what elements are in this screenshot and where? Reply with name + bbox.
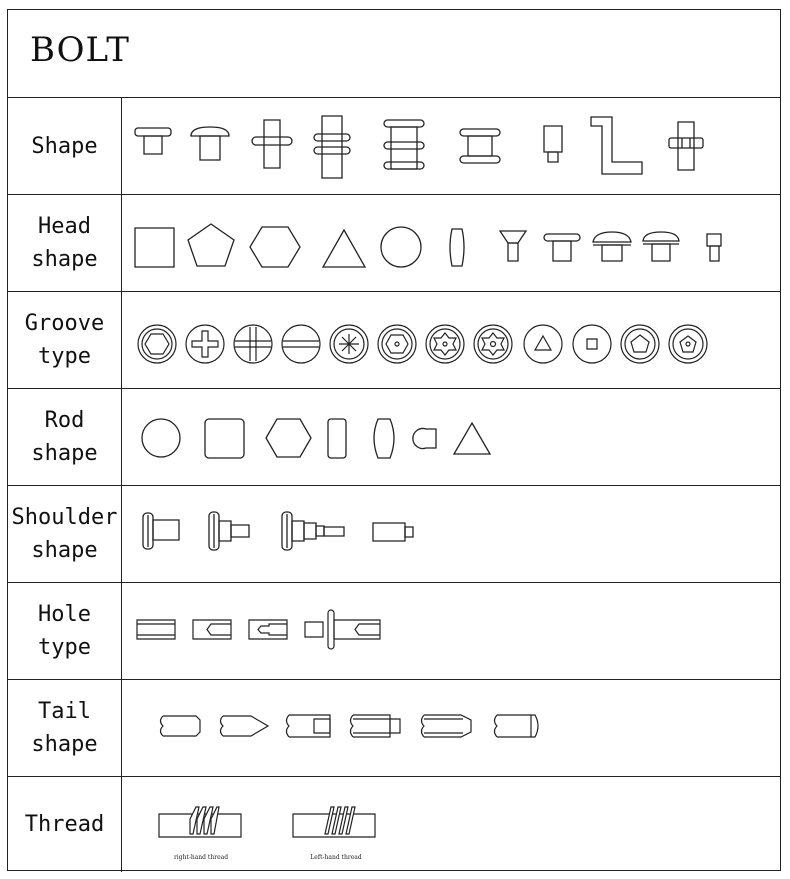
row-shoulder-shape — [8, 486, 780, 583]
flat-rod-icon — [328, 419, 346, 458]
double-shoulder-icon — [209, 512, 249, 550]
hex-socket-pin-icon — [378, 325, 416, 363]
round-end-icon — [495, 715, 539, 737]
square-icon — [135, 228, 174, 267]
flat-head-icon — [544, 234, 580, 261]
hex-nut-bolt-icon — [669, 122, 703, 170]
row-label-cell — [8, 583, 122, 679]
hexagon-icon — [250, 227, 300, 267]
row-thread — [8, 777, 780, 872]
row-icons — [123, 583, 780, 679]
phillips-slot-icon — [234, 325, 272, 363]
left-hand-thread-icon — [293, 807, 375, 837]
thread-caption-right: right-hand thread — [173, 854, 229, 861]
row-label-cell — [8, 486, 122, 582]
row-icons — [123, 680, 780, 776]
round-rod-icon — [142, 419, 180, 457]
row-icons — [123, 777, 780, 872]
cone-point-icon — [221, 716, 269, 736]
triangle-icon — [323, 230, 365, 267]
row-icons — [123, 195, 780, 291]
square-socket-icon — [573, 325, 611, 363]
row-label: Hole type — [38, 602, 91, 660]
row-shape — [8, 98, 780, 195]
cross-hole-shaft-icon — [305, 610, 380, 649]
d-cut-rod-icon — [413, 429, 436, 449]
hex-socket-icon — [138, 325, 176, 363]
row-label-cell — [8, 98, 122, 194]
cup-point-icon — [287, 715, 331, 737]
single-shoulder-icon — [143, 513, 179, 549]
double-d-rod-icon — [374, 419, 394, 458]
double-flange-spacer-icon — [460, 129, 500, 163]
triangular-rod-icon — [454, 423, 490, 454]
step-pin-icon — [373, 523, 413, 541]
row-label: Thread — [24, 812, 105, 837]
pentagon-socket-icon — [621, 325, 659, 363]
small-cylinder-head-icon — [707, 234, 721, 261]
pentalobe-pin-icon — [669, 325, 707, 363]
domed-head-stud-icon — [191, 127, 229, 160]
countersunk-head-icon — [500, 231, 526, 261]
chisel-point-icon — [422, 715, 472, 737]
bolt-spec-table — [7, 9, 781, 871]
dog-point-icon — [351, 715, 401, 737]
row-icons — [123, 98, 780, 194]
row-label: Rod shape — [31, 408, 98, 466]
right-hand-thread-icon — [159, 807, 241, 837]
row-label-cell — [8, 777, 122, 872]
row-label: Shoulder shape — [11, 505, 118, 563]
row-head-shape — [8, 195, 780, 292]
row-label: Groove type — [24, 311, 105, 369]
row-hole-type — [8, 583, 780, 680]
triple-collar-pin-icon — [314, 116, 350, 178]
chamfer-point-icon — [161, 716, 201, 736]
double-collar-pin-icon — [252, 120, 292, 168]
row-label-cell — [8, 680, 122, 776]
row-label: Tail shape — [31, 699, 98, 757]
pan-head-icon — [593, 232, 631, 261]
row-label: Shape — [31, 133, 98, 159]
slotted-icon — [282, 325, 320, 363]
flanged-spool-icon — [384, 120, 424, 169]
oval-icon — [450, 229, 464, 266]
row-icons — [123, 389, 780, 485]
triple-shoulder-icon — [282, 512, 344, 550]
torx-icon — [474, 325, 512, 363]
stepped-pin-icon — [544, 126, 562, 162]
row-label: Head shape — [31, 214, 98, 272]
pointed-blind-hole-icon — [193, 620, 231, 639]
pozidriv-icon — [330, 325, 368, 363]
thread-caption-left: Left-hand thread — [310, 854, 362, 861]
triangle-socket-icon — [524, 325, 562, 363]
row-rod-shape — [8, 389, 780, 486]
row-label-cell — [8, 292, 122, 388]
row-icons — [123, 292, 780, 388]
l-shaped-key-icon — [591, 117, 642, 174]
hex-rod-icon — [266, 419, 311, 457]
page-title: BOLT — [30, 30, 130, 70]
row-tail-shape — [8, 680, 780, 777]
flat-head-stud-icon — [135, 128, 171, 154]
row-groove-type — [8, 292, 780, 389]
row-icons — [123, 486, 780, 582]
circle-icon — [381, 227, 421, 267]
phillips-icon — [186, 325, 224, 363]
square-rod-icon — [205, 419, 244, 458]
title-row — [8, 10, 780, 98]
stepped-blind-hole-icon — [249, 620, 287, 639]
truss-head-icon — [643, 232, 679, 261]
plain-through-hole-icon — [137, 620, 175, 639]
torx-pin-icon — [426, 325, 464, 363]
row-label-cell — [8, 195, 122, 291]
row-label-cell — [8, 389, 122, 485]
pentagon-icon — [188, 224, 234, 266]
